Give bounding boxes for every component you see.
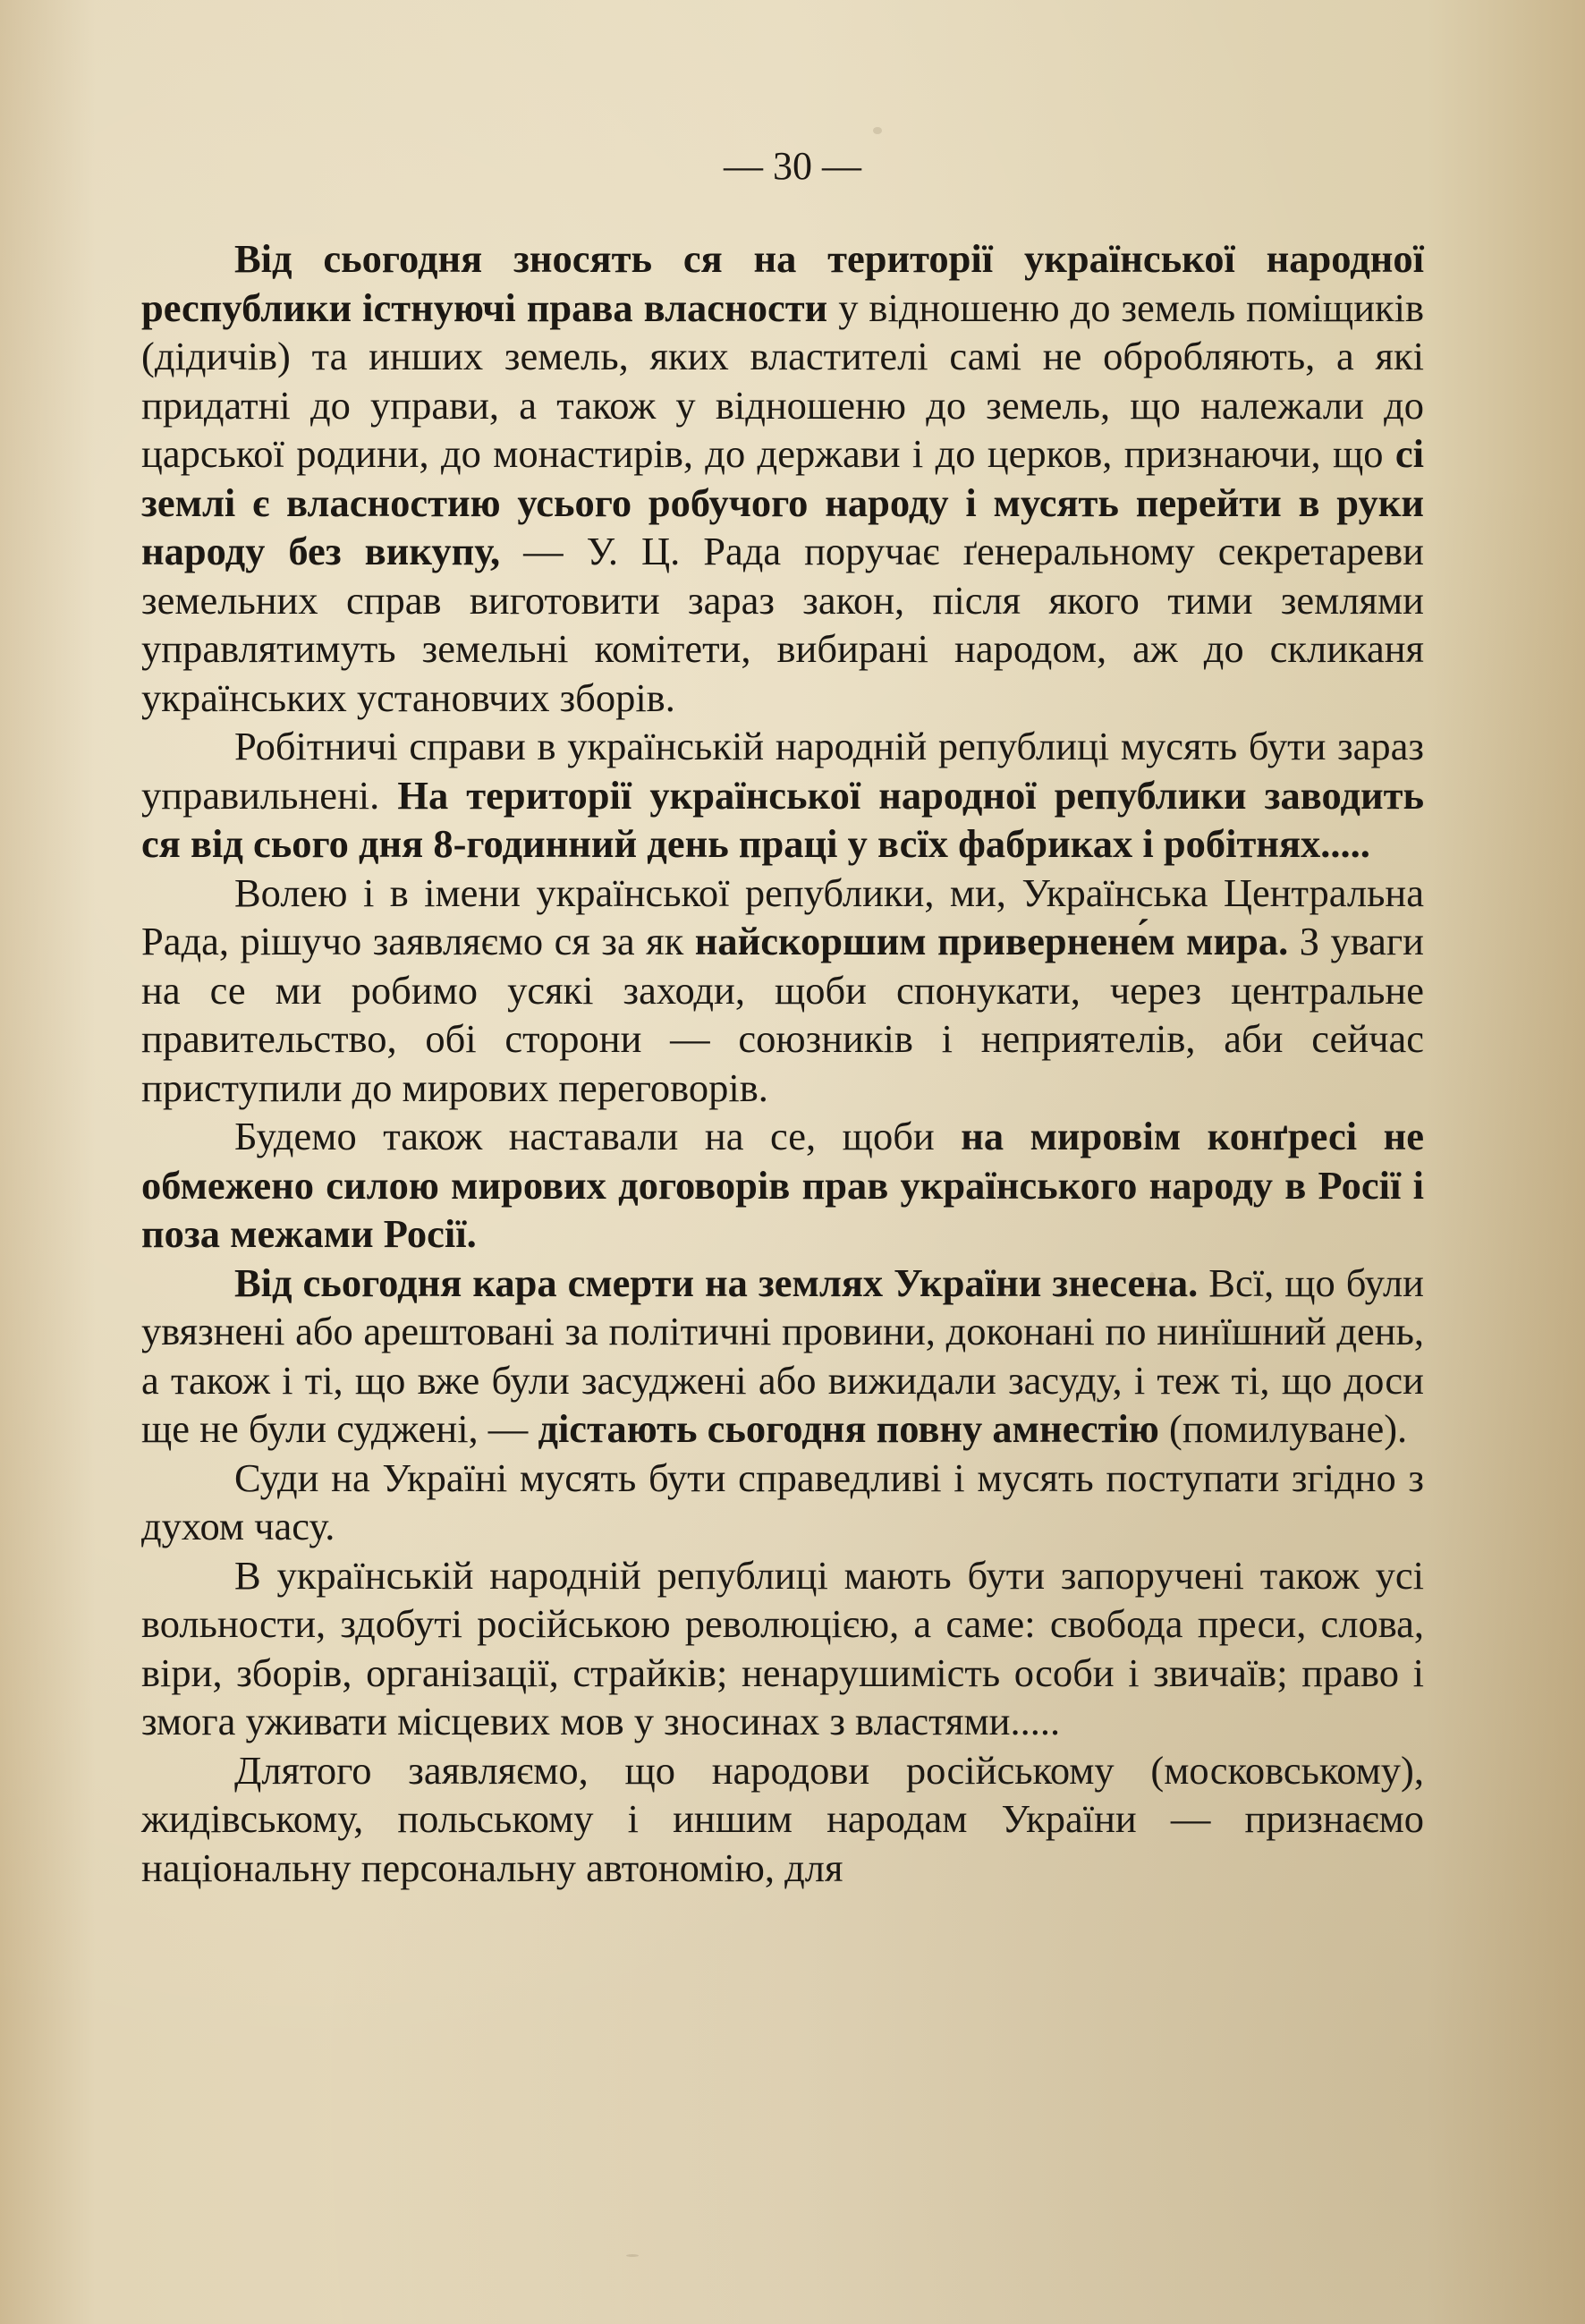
text-run: Волею і в імени української републики, ми, Українська Центральна Рада, рішучо заявляємо ся за як xyxy=(141,869,1424,963)
ink-speck xyxy=(626,2254,639,2257)
paragraph xyxy=(141,869,1424,1113)
paragraph xyxy=(141,1551,1424,1746)
bold-text-run: Від сьогодня зносять ся на території української народної республики істнуючі права власности xyxy=(141,236,1424,330)
text-run: Длятого заявляємо, що народови російському (московському), жидівському, польському і иншим народам України — признаємо національну персональну автономію, для xyxy=(141,1747,1424,1890)
text-run: В українській народній републиці мають бути запоручені також усі вольности, здобуті російською революцією, а саме: свобода преси, слова, віри, зборів, організації, страйків; ненарушимість особи і звичаїв; право і змога уживати місцевих мов у зносинах з властями..... xyxy=(141,1552,1424,1743)
bold-text-run: Від сьогодня кара смерти на землях України знесена. xyxy=(234,1260,1199,1305)
paragraph xyxy=(141,1259,1424,1454)
ink-speck xyxy=(873,127,882,134)
bold-text-run: сі землі є власностию усього робучого народу і мусять перейти в руки народу без викупу, xyxy=(141,431,1424,573)
text-run: Суди на Україні мусять бути справедливі і мусять поступати згідно з духом часу. xyxy=(141,1455,1424,1548)
text-run: З уваги на се ми робимо усякі заходи, щоби спонукати, через центральне правительство, обі сторони — союзників і неприятелів, аби сейчас приступили до мирових переговорів. xyxy=(141,919,1424,1110)
bold-text-run: найскоршим привернене́м мира. xyxy=(694,919,1289,963)
bold-text-run: на мировім конґресі не обмежено силою мирових договорів прав українського народу в Росії і поза межами Росії. xyxy=(141,1114,1425,1256)
body-text xyxy=(141,234,1424,1892)
text-run: Будемо також наставали на се, щоби xyxy=(234,1114,962,1158)
paragraph xyxy=(141,1746,1424,1893)
text-run: — У. Ц. Рада поручає ґенеральному секретареви земельних справ виготовити зараз закон, після якого тими землями управлятимуть земельні комітети, вибирані народом, аж до скликаня українських установчих зборів. xyxy=(141,529,1424,720)
text-run: у відношеню до земель поміщиків (дідичів) та инших земель, яких властителі самі не обробляють, а які придатні до управи, а також у відношеню до земель, що належали до царської родини, до монастирів, до держави і до церков, признаючи, що xyxy=(141,284,1425,476)
paragraph xyxy=(141,722,1424,869)
bold-text-run: На території української народної републики заводить ся від сього дня 8-годинний день праці у всїх фабриках і робітнях..... xyxy=(141,772,1424,866)
bold-text-run: дістають сьогодня повну амнестію xyxy=(538,1406,1159,1451)
page-number: — 30 — xyxy=(724,144,861,188)
text-run: Всї, що були увязнені або арештовані за політичні провини, доконані по нинїшний день, а також і ті, що вже були засуджені або вижидали засуду, і теж ті, що доси ще не були суджені, — xyxy=(141,1260,1424,1451)
paragraph xyxy=(141,1454,1424,1551)
paragraph xyxy=(141,1112,1424,1259)
text-run: (помилуване). xyxy=(1158,1406,1408,1451)
text-run: Робітничі справи в українській народній републиці мусять бути зараз управильнені. xyxy=(141,724,1424,818)
paragraph xyxy=(141,234,1424,722)
